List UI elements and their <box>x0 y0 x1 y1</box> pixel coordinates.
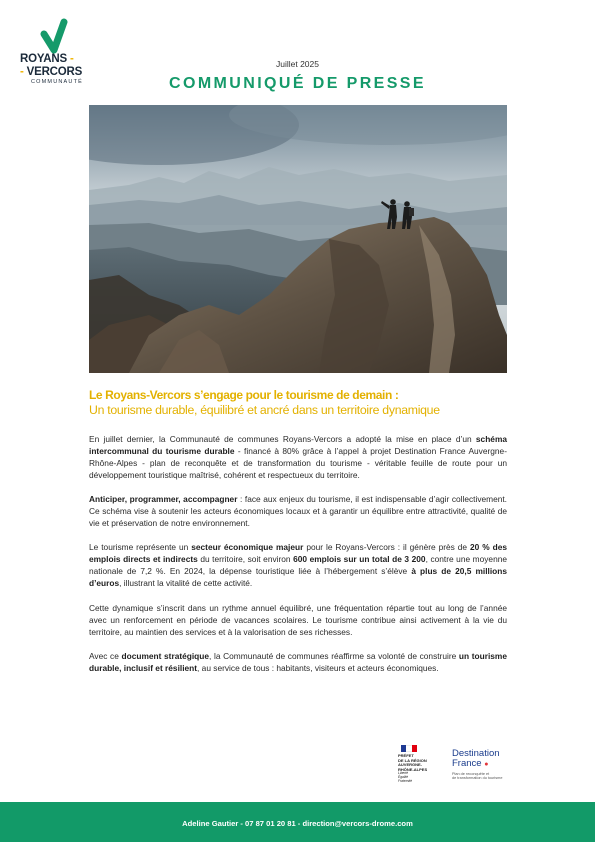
article-subtitle <box>89 388 519 418</box>
hikers-mountain-photo <box>89 105 507 373</box>
motto-3: Fraternité <box>398 778 413 783</box>
article-body <box>89 433 507 686</box>
logo-line-2: - VERCORS <box>20 66 83 78</box>
paragraph-5: Avec ce document stratégique, la Communauté de communes réaffirme sa volonté de construire un tourisme durable, inclusif et résilient, au service de tous : habitants, visiteurs et acteurs économiques. <box>89 650 507 673</box>
logo-line-3: COMMUNAUTÉ <box>31 79 84 85</box>
subtitle-line-1: Le Royans-Vercors s’engage pour le tourisme de demain : <box>89 388 399 402</box>
paragraph-3: Le tourisme représente un secteur économique majeur pour le Royans-Vercors : il génère près de 20 % des emplois directs et indirects du territoire, soit environ 600 emplois sur un total de 3 200, contre une moyenne nationale de 7,2 %. En 2024, la dépense touristique liée à l’hébergement s’élève à plus de 20,5 millions d’euros, illustrant la vitalité de cette activité. <box>89 542 508 589</box>
destination-france-logo <box>452 749 522 780</box>
destination-tagline-1: Plan de reconquête et <box>452 772 490 776</box>
prefet-line-2: DE LA RÉGION <box>398 757 427 763</box>
prefet-region-logo <box>398 745 442 781</box>
checkmark-icon <box>40 16 80 56</box>
french-flag-icon <box>401 745 417 752</box>
publication-date: Juillet 2025 <box>275 59 319 69</box>
subtitle-line-2: Un tourisme durable, équilibré et ancré dans un territoire dynamique <box>89 403 440 417</box>
location-pin-icon: ● <box>484 761 489 768</box>
motto-1: Liberté <box>398 771 409 776</box>
contact-info: Adeline Gautier - 07 87 01 20 81 - direction@vercors-drome.com <box>182 819 413 828</box>
paragraph-1: En juillet dernier, la Communauté de communes Royans-Vercors a adopté la mise en place d’un schéma intercommunal du tourisme durable - financé à 80% grâce à l’appel à projet Destination France Auvergne-Rhône-Alpes - plan de reconquête et de transformation du tourisme - véritable feuille de route pour un développement touristique maîtrisé, cohérent et respectueux du territoire. <box>89 434 507 481</box>
prefet-line-1: PRÉFET <box>398 753 414 758</box>
logo-line-1: ROYANS - <box>20 53 74 65</box>
prefet-line-4: RHÔNE-ALPES <box>398 766 428 772</box>
contact-footer <box>0 802 595 842</box>
paragraph-2: Anticiper, programmer, accompagner : face aux enjeux du tourisme, il est indispensable d’agir collectivement. Ce schéma vise à soutenir les acteurs économiques locaux et à garantir un équilibre entre attractivité, qualité de vie et préservation de notre environnement. <box>89 494 508 529</box>
destination-tagline-2: de transformation du tourisme <box>452 776 503 781</box>
france-label: France <box>452 758 482 769</box>
motto-2: Égalité <box>398 775 409 780</box>
page-title: COMMUNIQUÉ DE PRESSE <box>169 75 426 92</box>
prefet-line-3: AUVERGNE- <box>398 762 423 768</box>
paragraph-4: Cette dynamique s’inscrit dans un rythme annuel équilibré, une fréquentation répartie tout au long de l’année avec un renforcement en période de vacances scolaires. Le tourisme contribue ainsi activement à la vie du territoire, au maintien des services et à la valorisation de ses richesses. <box>89 602 507 637</box>
destination-label: Destination <box>452 748 500 759</box>
